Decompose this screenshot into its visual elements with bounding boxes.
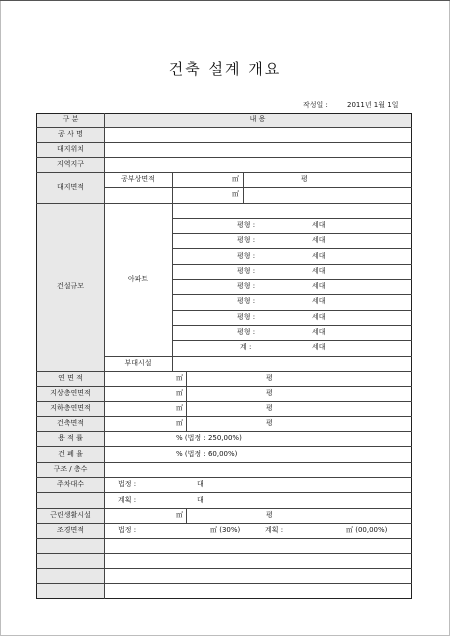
row-line (172, 218, 412, 219)
label-site-location: 대지위치 (56, 145, 85, 153)
label-floor-area-ratio: 용 적 률 (58, 434, 83, 442)
row-line (36, 371, 412, 372)
parking-legal-label: 법정 : (118, 480, 137, 488)
unit-m2: ㎡ (176, 374, 183, 382)
household-unit: 세대 (312, 328, 326, 336)
row-line (36, 157, 412, 158)
col-line (104, 113, 105, 599)
household-unit: 세대 (312, 282, 326, 290)
row-line (36, 538, 412, 539)
pyeong-type-label: 평형 : (237, 221, 256, 229)
row-line (172, 325, 412, 326)
unit-pyeong: 평 (266, 374, 273, 382)
unit-pyeong: 평 (301, 175, 308, 183)
row-line (36, 431, 412, 432)
row-line (36, 508, 412, 509)
col-line (172, 172, 173, 371)
row-line (172, 233, 412, 234)
unit-car: 대 (197, 480, 204, 488)
row-line (172, 340, 412, 341)
unit-pyeong: 평 (266, 419, 273, 427)
row-line (36, 386, 412, 387)
row-line (36, 462, 412, 463)
household-unit: 세대 (312, 343, 326, 351)
label-apartment: 아파트 (127, 275, 149, 283)
label-building-scale: 건설규모 (56, 282, 85, 290)
unit-m2: ㎡ (176, 404, 183, 412)
label-below-floor-area: 지하층연면적 (50, 404, 91, 412)
label-above-floor-area: 지상층연면적 (50, 389, 91, 397)
pyeong-type-label: 평형 : (237, 267, 256, 275)
household-unit: 세대 (312, 267, 326, 275)
row-line (36, 203, 412, 204)
row-line (172, 264, 412, 265)
pyeong-type-label: 평형 : (237, 297, 256, 305)
label-landscape: 조경면적 (56, 526, 85, 534)
landscape-legal-value: ㎡ (30%) (210, 526, 241, 534)
pyeong-type-label: 평형 : (237, 328, 256, 336)
label-total-floor-area: 연 면 적 (58, 374, 83, 382)
row-line (36, 416, 412, 417)
date-label: 작성일 : (303, 101, 328, 109)
top-rule (0, 0, 450, 1)
landscape-legal-label: 법정 : (118, 526, 137, 534)
household-unit: 세대 (312, 236, 326, 244)
row-line (36, 492, 412, 493)
pyeong-type-label: 평형 : (237, 236, 256, 244)
household-unit: 세대 (312, 297, 326, 305)
parking-plan-label: 계획 : (118, 496, 137, 504)
unit-pyeong: 평 (266, 389, 273, 397)
pyeong-type-label: 평형 : (237, 282, 256, 290)
row-line (172, 294, 412, 295)
row-line (36, 172, 412, 173)
row-line (172, 248, 412, 249)
unit-pyeong: 평 (266, 511, 273, 519)
row-line (36, 568, 412, 569)
label-building-area: 건축면적 (56, 419, 85, 427)
col-line (186, 508, 187, 523)
household-unit: 세대 (312, 221, 326, 229)
label-building-coverage: 건 폐 율 (58, 450, 83, 458)
row-line (172, 279, 412, 280)
row-line (104, 356, 412, 357)
label-project-name: 공 사 명 (58, 130, 83, 138)
document-title: 건축 설계 개요 (168, 60, 282, 78)
row-line (36, 127, 412, 128)
landscape-plan-label: 계획 : (265, 526, 284, 534)
unit-car: 대 (197, 496, 204, 504)
household-unit: 세대 (312, 252, 326, 260)
row-line (36, 477, 412, 478)
row-line (104, 187, 412, 188)
row-line (36, 553, 412, 554)
label-nbh-facility: 근린생활시설 (50, 511, 91, 519)
row-line (36, 446, 412, 447)
col-line (186, 371, 187, 431)
unit-m2: ㎡ (176, 419, 183, 427)
unit-m2: ㎡ (176, 389, 183, 397)
row-line (36, 523, 412, 524)
col-line (243, 172, 244, 203)
household-unit: 세대 (312, 313, 326, 321)
row-line (36, 583, 412, 584)
row-line (36, 142, 412, 143)
label-site-area: 대지면적 (56, 183, 85, 191)
row-line (172, 310, 412, 311)
landscape-plan-value: ㎡ (00,00%) (346, 526, 388, 534)
far-value: % (법정 : 250,00%) (176, 434, 242, 442)
bcr-value: % (법정 : 60,00%) (176, 450, 238, 458)
unit-m2: ㎡ (176, 511, 183, 519)
label-facility: 부대시설 (124, 359, 152, 367)
pyeong-type-label: 평형 : (237, 313, 256, 321)
label-zone: 지역지구 (56, 160, 85, 168)
header-content: 내 용 (249, 115, 266, 123)
label-structure: 구조 / 층수 (53, 465, 88, 473)
unit-pyeong: 평 (266, 404, 273, 412)
header-category: 구 분 (62, 115, 79, 123)
label-parking: 주차대수 (56, 480, 85, 488)
total-label: 계 : (240, 343, 252, 351)
date-value: 2011년 1월 1일 (347, 101, 399, 109)
row-line (36, 401, 412, 402)
pyeong-type-label: 평형 : (237, 252, 256, 260)
unit-m2: ㎡ (232, 175, 239, 183)
label-public-area: 공부상면적 (121, 175, 155, 183)
unit-m2: ㎡ (232, 190, 239, 198)
